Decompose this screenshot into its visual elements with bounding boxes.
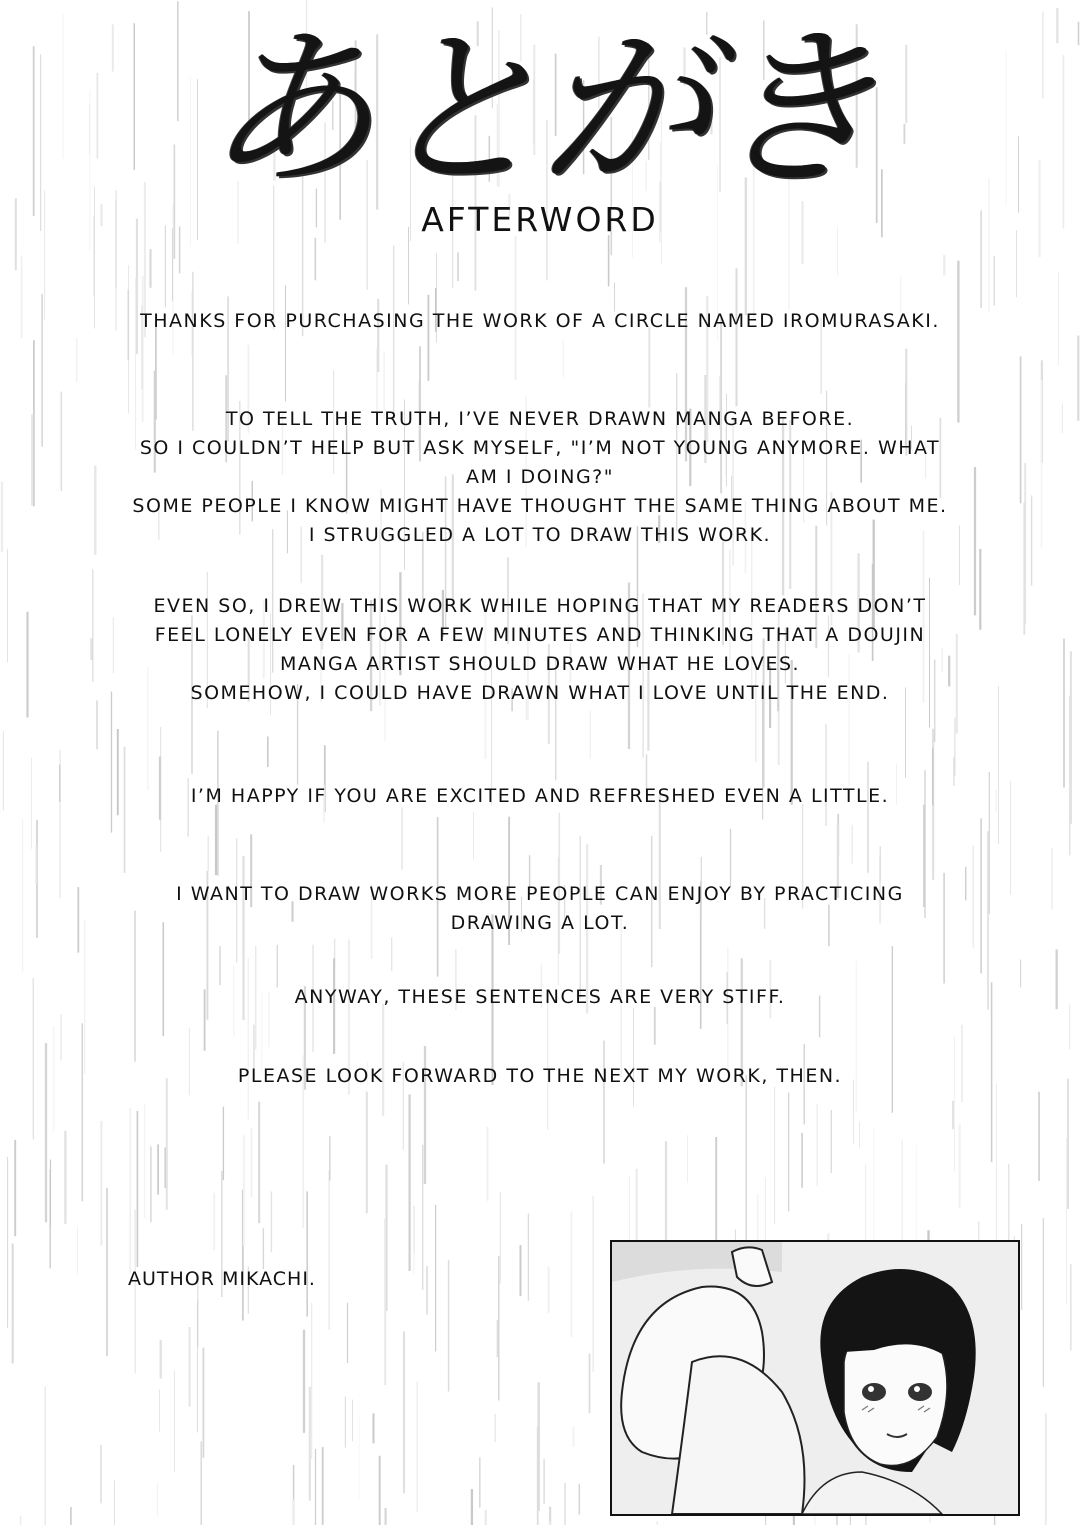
text-line: PLEASE LOOK FORWARD TO THE NEXT MY WORK, THEN. [237,1065,843,1087]
japanese-title: あとがき [204,9,876,210]
text-line: I WANT TO DRAW WORKS MORE PEOPLE CAN ENJOY BY PRACTICING [176,883,904,905]
text-line: DRAWING A LOT. [450,912,630,934]
illustration-panel [610,1240,1020,1516]
text-line: AM I DOING?" [465,466,615,488]
text-line: THANKS FOR PURCHASING THE WORK OF A CIRCLE NAMED IROMURASAKI. [140,310,940,332]
text-line: FEEL LONELY EVEN FOR A FEW MINUTES AND THINKING THAT A DOUJIN [154,624,926,646]
paragraph-truth [60,405,1020,550]
paragraph-thanks [60,307,1020,336]
text-line: ANYWAY, THESE SENTENCES ARE VERY STIFF. [294,986,786,1008]
text-line: MANGA ARTIST SHOULD DRAW WHAT HE LOVES. [279,653,801,675]
paragraph-want-to-draw [60,880,1020,938]
paragraph-stiff [60,983,1020,1012]
english-title: AFTERWORD [421,200,659,239]
text-line: SOMEHOW, I COULD HAVE DRAWN WHAT I LOVE UNTIL THE END. [190,682,890,704]
author-signature: AUTHOR MIKACHI. [128,1268,316,1290]
text-line: I STRUGGLED A LOT TO DRAW THIS WORK. [308,524,772,546]
paragraph-happy [60,782,1020,811]
paragraph-look-forward [60,1062,1020,1091]
text-line: EVEN SO, I DREW THIS WORK WHILE HOPING THAT MY READERS DON’T [153,595,927,617]
paragraph-even-so [60,592,1020,708]
text-line: SO I COULDN’T HELP BUT ASK MYSELF, "I’M NOT YOUNG ANYMORE. WHAT [139,437,941,459]
text-line: SOME PEOPLE I KNOW MIGHT HAVE THOUGHT THE SAME THING ABOUT ME. [132,495,948,517]
girl-illustration [612,1242,1018,1514]
text-line: TO TELL THE TRUTH, I’VE NEVER DRAWN MANGA BEFORE. [225,408,855,430]
text-line: I’M HAPPY IF YOU ARE EXCITED AND REFRESHED EVEN A LITTLE. [190,785,890,807]
